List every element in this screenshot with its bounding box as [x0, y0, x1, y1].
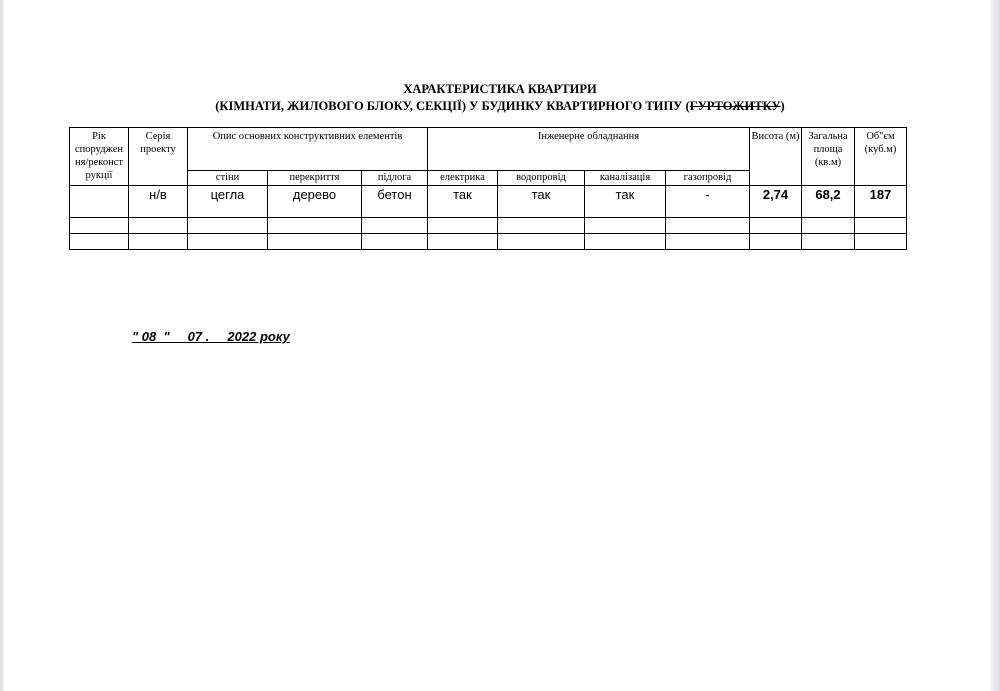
empty-cell — [666, 218, 750, 234]
header-engineering: Інженерне обладнання — [428, 128, 750, 171]
table-data-row — [70, 186, 907, 218]
empty-cell — [268, 218, 362, 234]
cell-walls: цегла — [188, 186, 268, 218]
header-volume: Об"єм (куб.м) — [855, 128, 907, 186]
document-title: ХАРАКТЕРИСТИКА КВАРТИРИ — [403, 82, 597, 96]
empty-cell — [268, 234, 362, 250]
subtitle-main: (КІМНАТИ, ЖИЛОВОГО БЛОКУ, СЕКЦІЇ) У БУДИНКУ КВАРТИРНОГО ТИПУ ( — [215, 99, 690, 113]
empty-cell — [188, 234, 268, 250]
header-area: Загальна площа (кв.м) — [802, 128, 855, 186]
empty-cell — [855, 218, 907, 234]
subheader-gas: газопровід — [666, 171, 750, 186]
empty-cell — [750, 218, 802, 234]
empty-cell — [70, 218, 129, 234]
header-height: Висота (м) — [750, 128, 802, 186]
subtitle-close: ) — [780, 99, 785, 113]
table-empty-row — [70, 234, 907, 250]
cell-water: так — [498, 186, 585, 218]
empty-cell — [362, 218, 428, 234]
subheader-ceilings: перекриття — [268, 171, 362, 186]
empty-cell — [855, 234, 907, 250]
subheader-water: водопровід — [498, 171, 585, 186]
cell-floor: бетон — [362, 186, 428, 218]
empty-cell — [666, 234, 750, 250]
table-empty-row — [70, 218, 907, 234]
cell-volume: 187 — [855, 186, 907, 218]
subheader-sewer: каналізація — [585, 171, 666, 186]
empty-cell — [498, 218, 585, 234]
cell-area: 68,2 — [802, 186, 855, 218]
subheader-walls: стіни — [188, 171, 268, 186]
empty-cell — [750, 234, 802, 250]
cell-sewer: так — [585, 186, 666, 218]
empty-cell — [428, 218, 498, 234]
empty-cell — [498, 234, 585, 250]
cell-year — [70, 186, 129, 218]
table-header-row — [70, 128, 907, 171]
cell-series: н/в — [129, 186, 188, 218]
cell-electric: так — [428, 186, 498, 218]
header-series: Серія проекту — [129, 128, 188, 186]
document-subtitle — [0, 99, 1000, 114]
empty-cell — [129, 234, 188, 250]
apartment-characteristics-table — [69, 127, 907, 250]
empty-cell — [585, 234, 666, 250]
subheader-floor: підлога — [362, 171, 428, 186]
empty-cell — [70, 234, 129, 250]
subtitle-struck-word: ГУРТОЖИТКУ — [689, 99, 781, 113]
empty-cell — [188, 218, 268, 234]
empty-cell — [802, 218, 855, 234]
cell-ceilings: дерево — [268, 186, 362, 218]
empty-cell — [129, 218, 188, 234]
header-year: Рік споруджен ня/реконст рукції — [70, 128, 129, 186]
document-date: " 08 " 07 . 2022 року — [132, 329, 290, 344]
header-construction: Опис основних конструктивних елементів — [188, 128, 428, 171]
empty-cell — [428, 234, 498, 250]
cell-gas: - — [666, 186, 750, 218]
empty-cell — [802, 234, 855, 250]
empty-cell — [585, 218, 666, 234]
cell-height: 2,74 — [750, 186, 802, 218]
empty-cell — [362, 234, 428, 250]
subheader-electric: електрика — [428, 171, 498, 186]
